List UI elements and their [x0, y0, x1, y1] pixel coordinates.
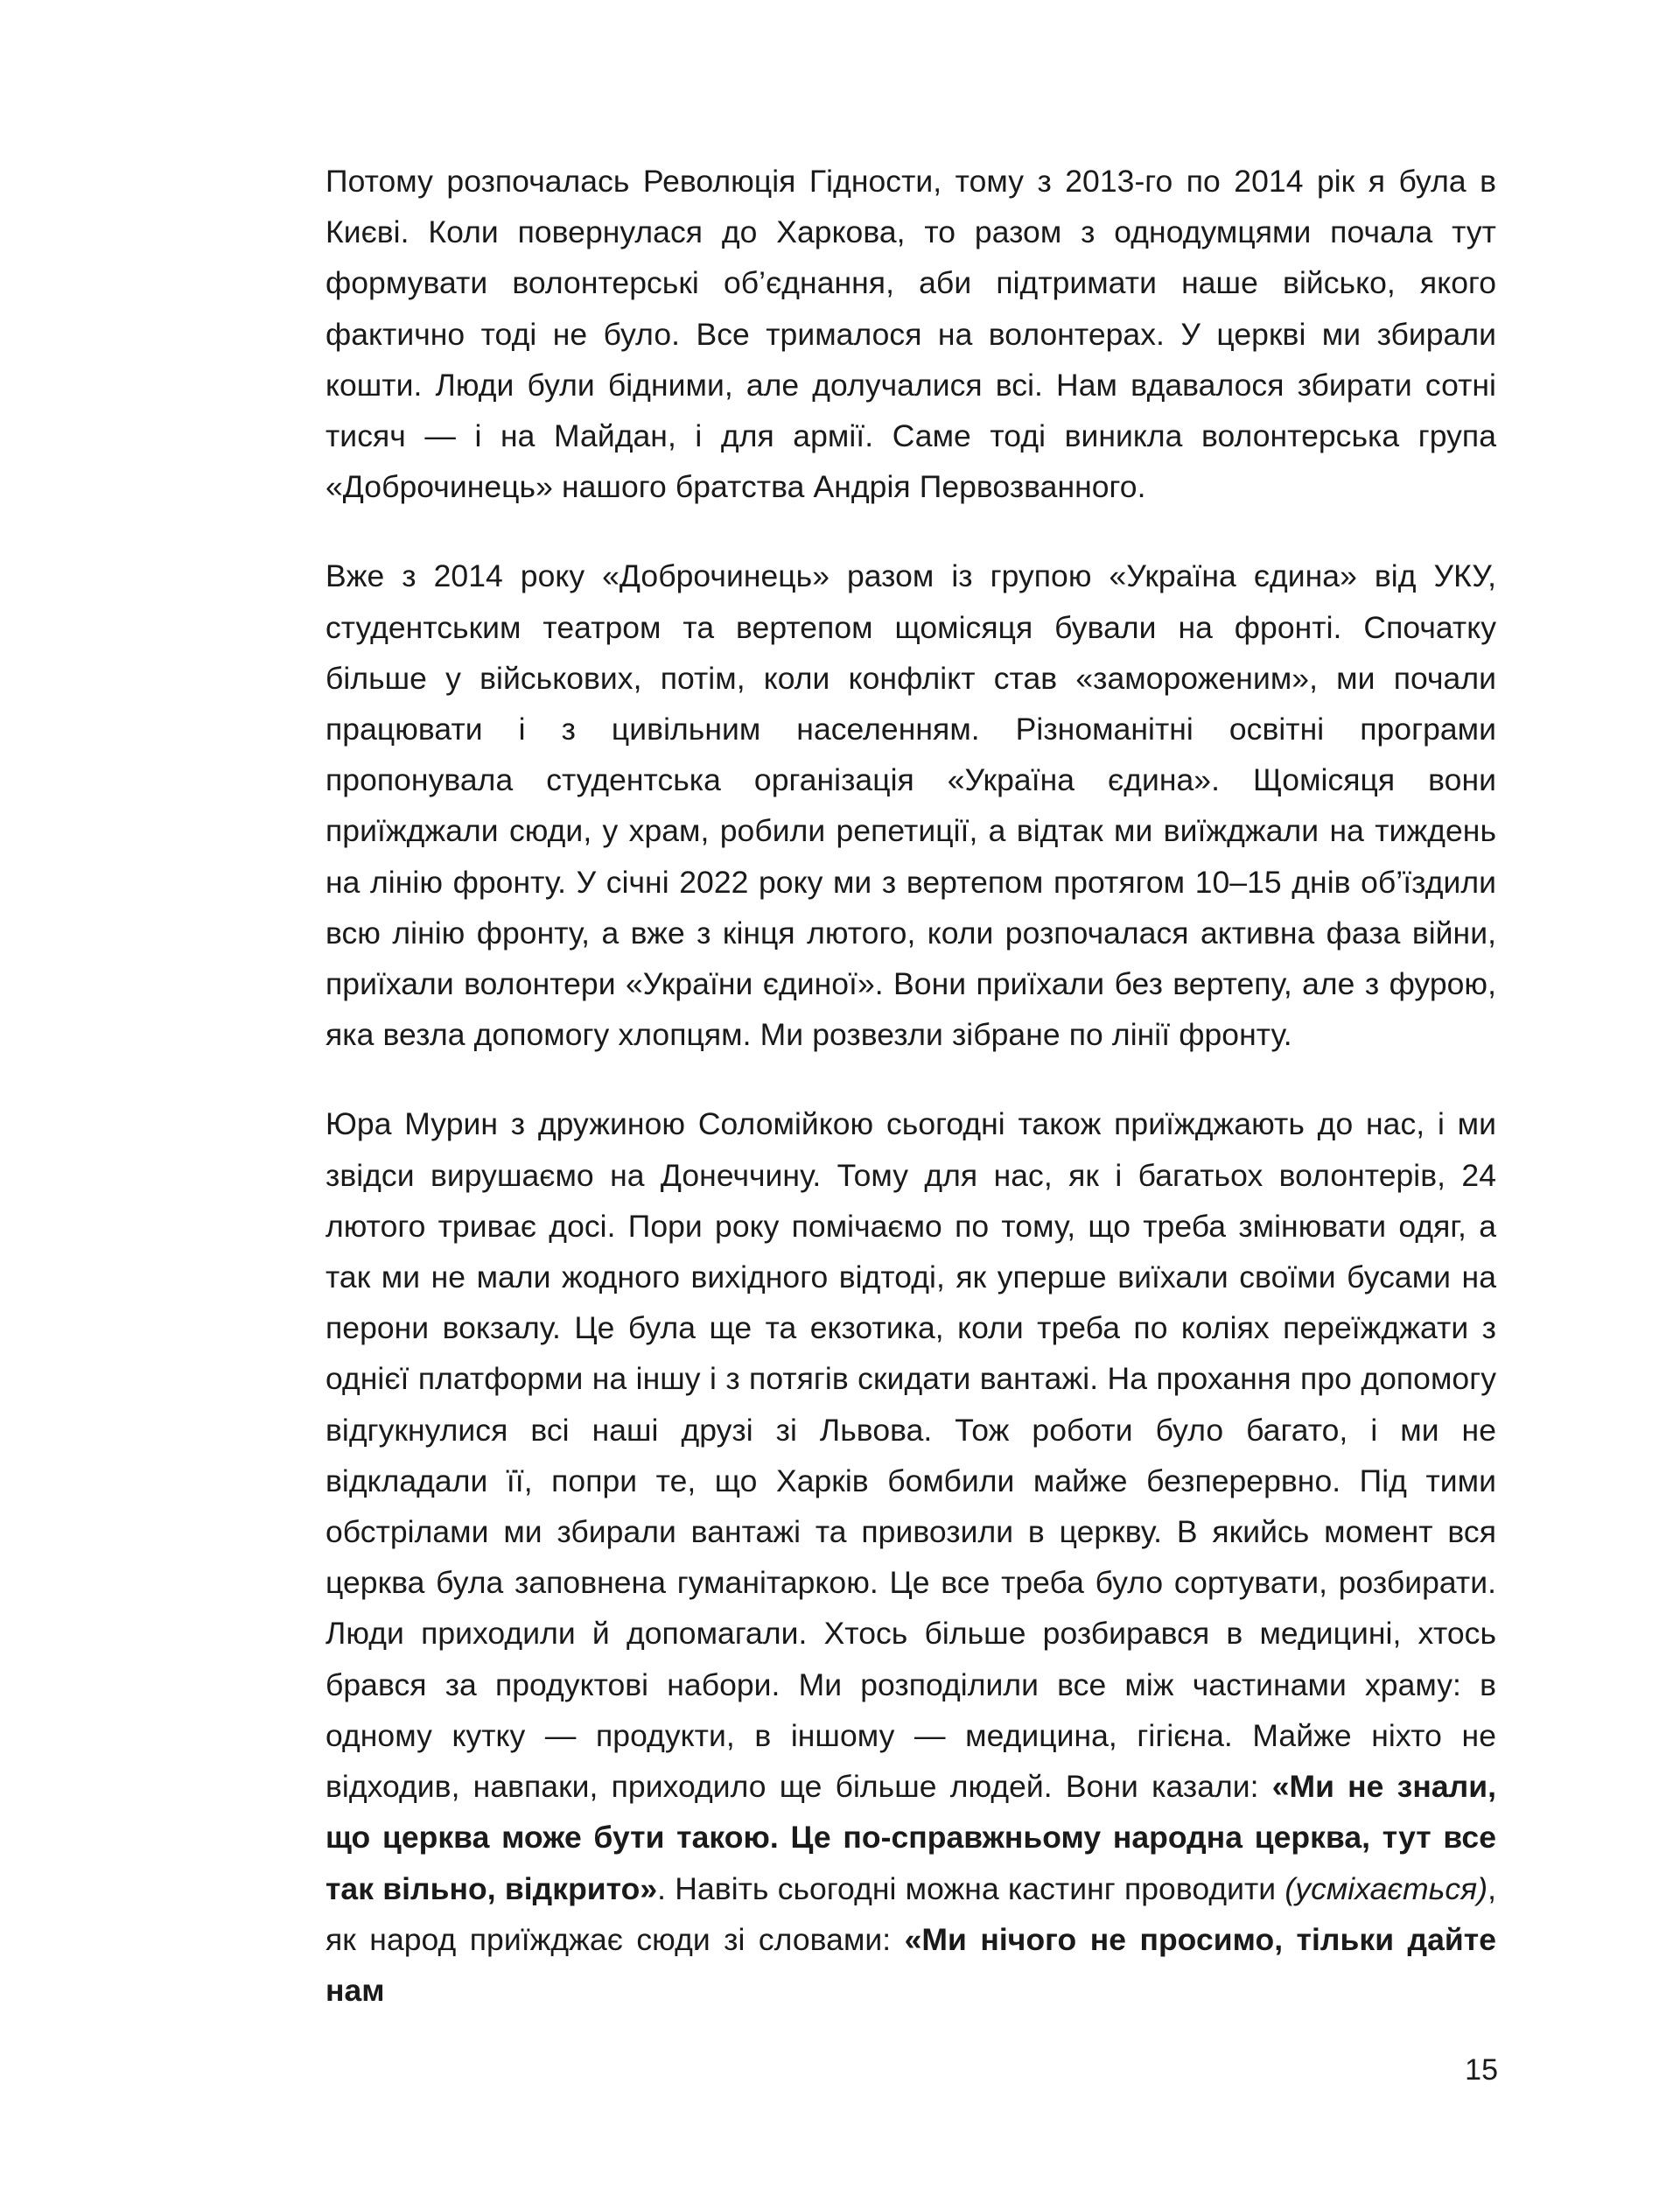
paragraph-1 [326, 156, 1496, 512]
paragraph-1-text-run-0: Потому розпочалась Революція Гідности, тому з 2013-го по 2014 рік я була в Києві. Коли повернулася до Харкова, то разом з однодумцями почала тут формувати волонтерські об’єднання, аби підтримати наше військо, якого фактично тоді не було. Все трималося на волонтерах. У церкві ми збирали кошти. Люди були бідними, але долучалися всі. Нам вдавалося збирати сотні тисяч — і на Майдан, і для армії. Саме тоді виникла волонтерська група «Доброчинець» нашого братства Андрія Первозванного. [326, 164, 1496, 505]
body-text-column [326, 156, 1496, 2016]
paragraph-3-text-run-4: , як народ приїжджає сюди зі словами: [326, 1870, 1496, 1957]
paragraph-3 [326, 1098, 1496, 2016]
paragraph-2 [326, 551, 1496, 1060]
paragraph-3-text-run-0: Юра Мурин з дружиною Соломійкою сьогодні також приїжджають до нас, і ми звідси вирушаємо на Донеччину. Тому для нас, як і багатьох волонтерів, 24 лютого триває досі. Пори року помічаємо по тому, що треба змінювати одяг, а так ми не мали жодного вихідного відтоді, як уперше виїхали своїми бусами на перони вокзалу. Це була ще та екзотика, коли треба по коліях переїжджати з однієї платформи на іншу і з потягів скидати вантажі. На прохання про допомогу відгукнулися всі наші друзі зі Львова. Тож роботи було багато, і ми не відкладали її, попри те, що Харків бомбили майже безперервно. Під тими обстрілами ми збирали вантажі та привозили в церкву. В якийсь момент вся церква була заповнена гуманітаркою. Це все треба було сортувати, розбирати. Люди приходили й допомагали. Хтось більше розбирався в медицині, хтось брався за продуктові набори. Ми розподілили все між частинами храму: в одному кутку — продукти, в іншому — медицина, гігієна. Майже ніхто не відходив, навпаки, приходило ще більше людей. Вони казали: [326, 1106, 1496, 1805]
paragraph-3-bold-run-1: «Ми не знали, що церква може бути такою. Це по-справжньому народна церква, тут все так вільно, відкрито» [326, 1769, 1497, 1906]
paragraph-3-bold-run-5: «Ми нічого не просимо, тільки дайте нам [326, 1921, 1496, 2008]
paragraph-2-text-run-0: Вже з 2014 року «Доброчинець» разом із групою «Україна єдина» від УКУ, студентським театром та вертепом щомісяця бували на фронті. Спочатку більше у військових, потім, коли конфлікт став «замороженим», ми почали працювати і з цивільним населенням. Різноманітні освітні програми пропонувала студентська організація «Україна єдина». Щомісяця вони приїжджали сюди, у храм, робили репетиції, а відтак ми виїжджали на тиждень на лінію фронту. У січні 2022 року ми з вертепом протягом 10–15 днів об’їздили всю лінію фронту, а вже з кінця лютого, коли розпочалася активна фаза війни, приїхали волонтери «України єдиної». Вони приїхали без вертепу, але з фурою, яка везла допомогу хлопцям. Ми розвезли зібране по лінії фронту. [326, 558, 1496, 1053]
paragraph-3-italic-run-3: (усміхається) [1284, 1870, 1488, 1906]
page-number: 15 [1465, 2053, 1498, 2087]
paragraph-3-text-run-2: . Навіть сьогодні можна кастинг проводити [657, 1870, 1285, 1906]
